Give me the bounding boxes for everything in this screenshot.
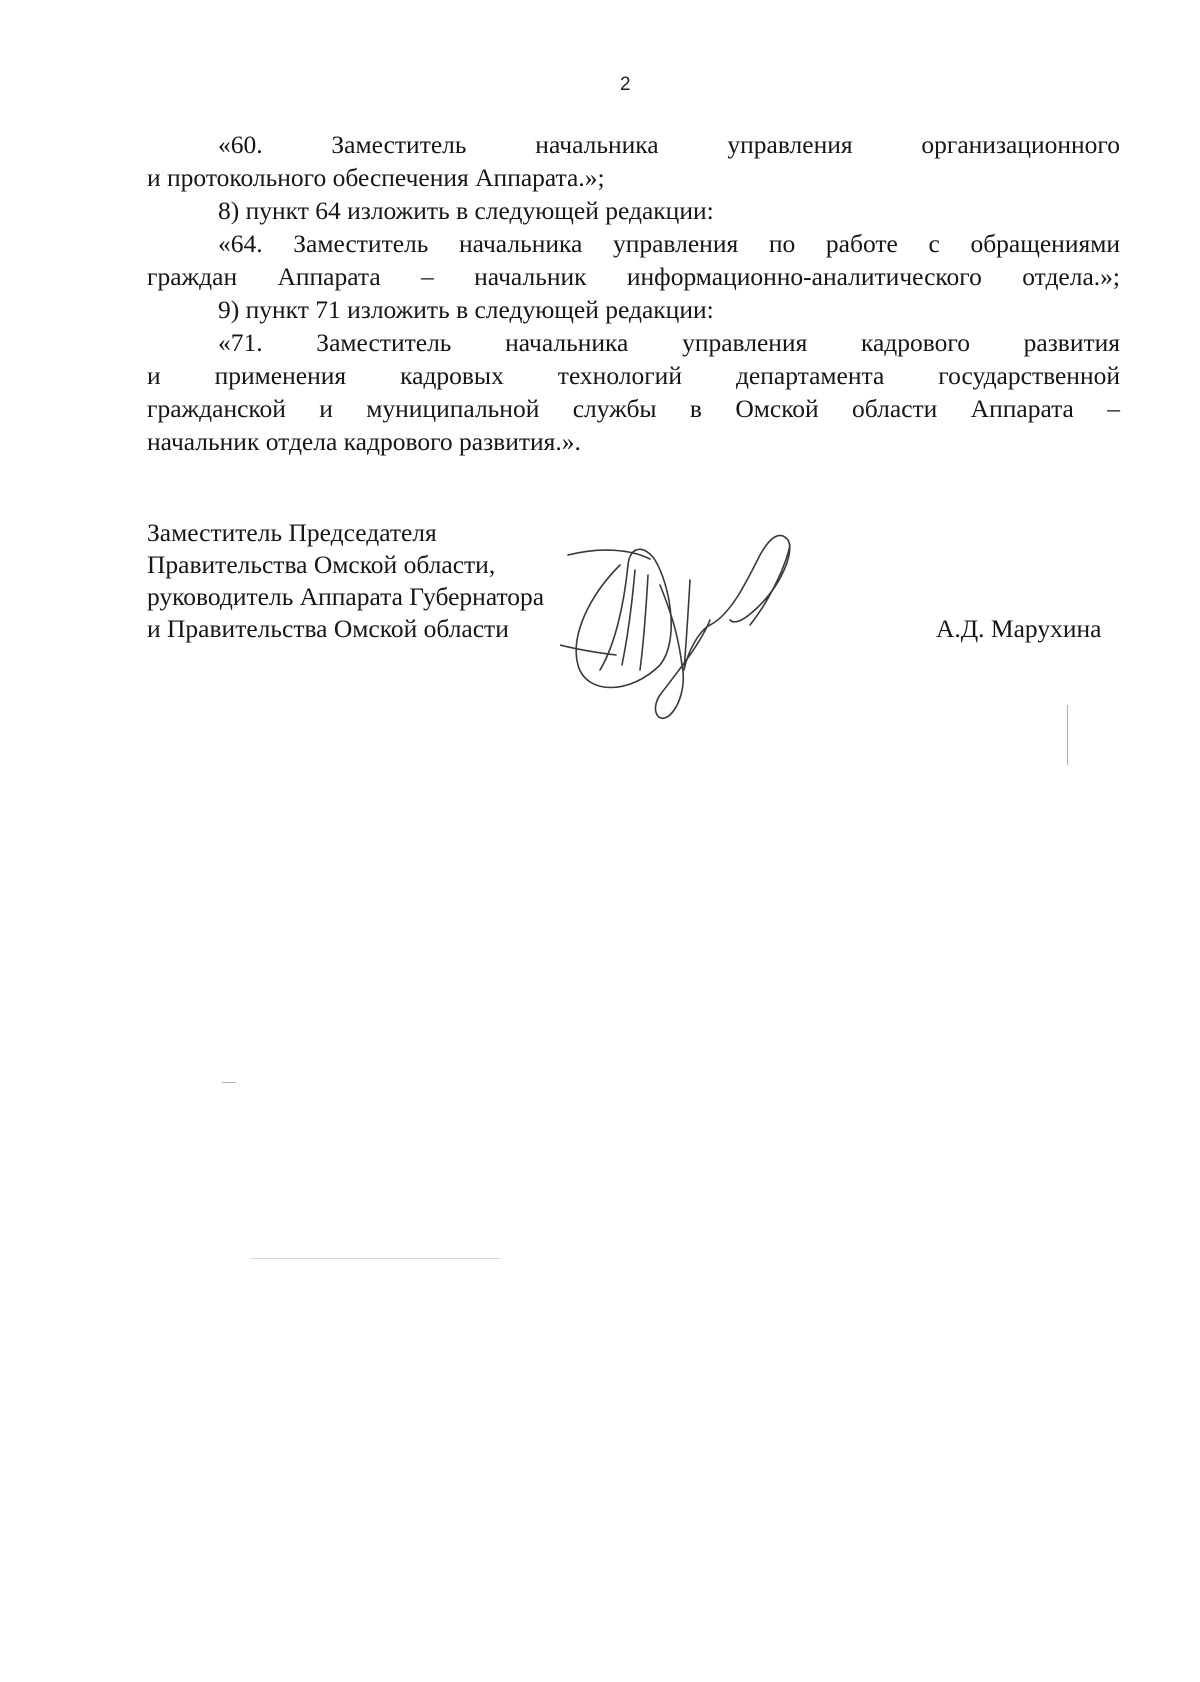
- handwritten-signature: [560, 525, 860, 735]
- signatory-position-line: Правительства Омской области,: [147, 550, 496, 579]
- signatory-name: А.Д. Марухина: [936, 614, 1102, 643]
- signatory-position-line: и Правительства Омской области: [147, 614, 509, 643]
- paragraph-line: начальник отдела кадрового развития.».: [147, 427, 581, 456]
- paragraph-line: «71. Заместитель начальника управления кадрового развития: [218, 328, 1120, 357]
- paragraph-line: и применения кадровых технологий департамента государственной: [147, 361, 1120, 390]
- signatory-position-line: руководитель Аппарата Губернатора: [147, 582, 545, 611]
- paragraph-line: гражданской и муниципальной службы в Омской области Аппарата –: [147, 394, 1120, 423]
- paragraph-line: «60. Заместитель начальника управления организационного: [218, 130, 1120, 159]
- signatory-position: [147, 517, 544, 645]
- signatory-position-line: Заместитель Председателя: [147, 518, 437, 547]
- document-body: [147, 128, 1120, 458]
- scan-artifact: [222, 1082, 236, 1083]
- scan-artifact: [1067, 705, 1068, 765]
- paragraph-line: и протокольного обеспечения Аппарата.»;: [147, 163, 605, 192]
- paragraph-line: 9) пункт 71 изложить в следующей редакции:: [218, 295, 714, 324]
- paragraph-line: граждан Аппарата – начальник информационно-аналитического отдела.»;: [147, 262, 1120, 291]
- scan-artifact: [250, 1258, 500, 1259]
- page-number: 2: [620, 74, 631, 95]
- paragraph-line: 8) пункт 64 изложить в следующей редакции:: [218, 196, 714, 225]
- paragraph-line: «64. Заместитель начальника управления по работе с обращениями: [218, 229, 1120, 258]
